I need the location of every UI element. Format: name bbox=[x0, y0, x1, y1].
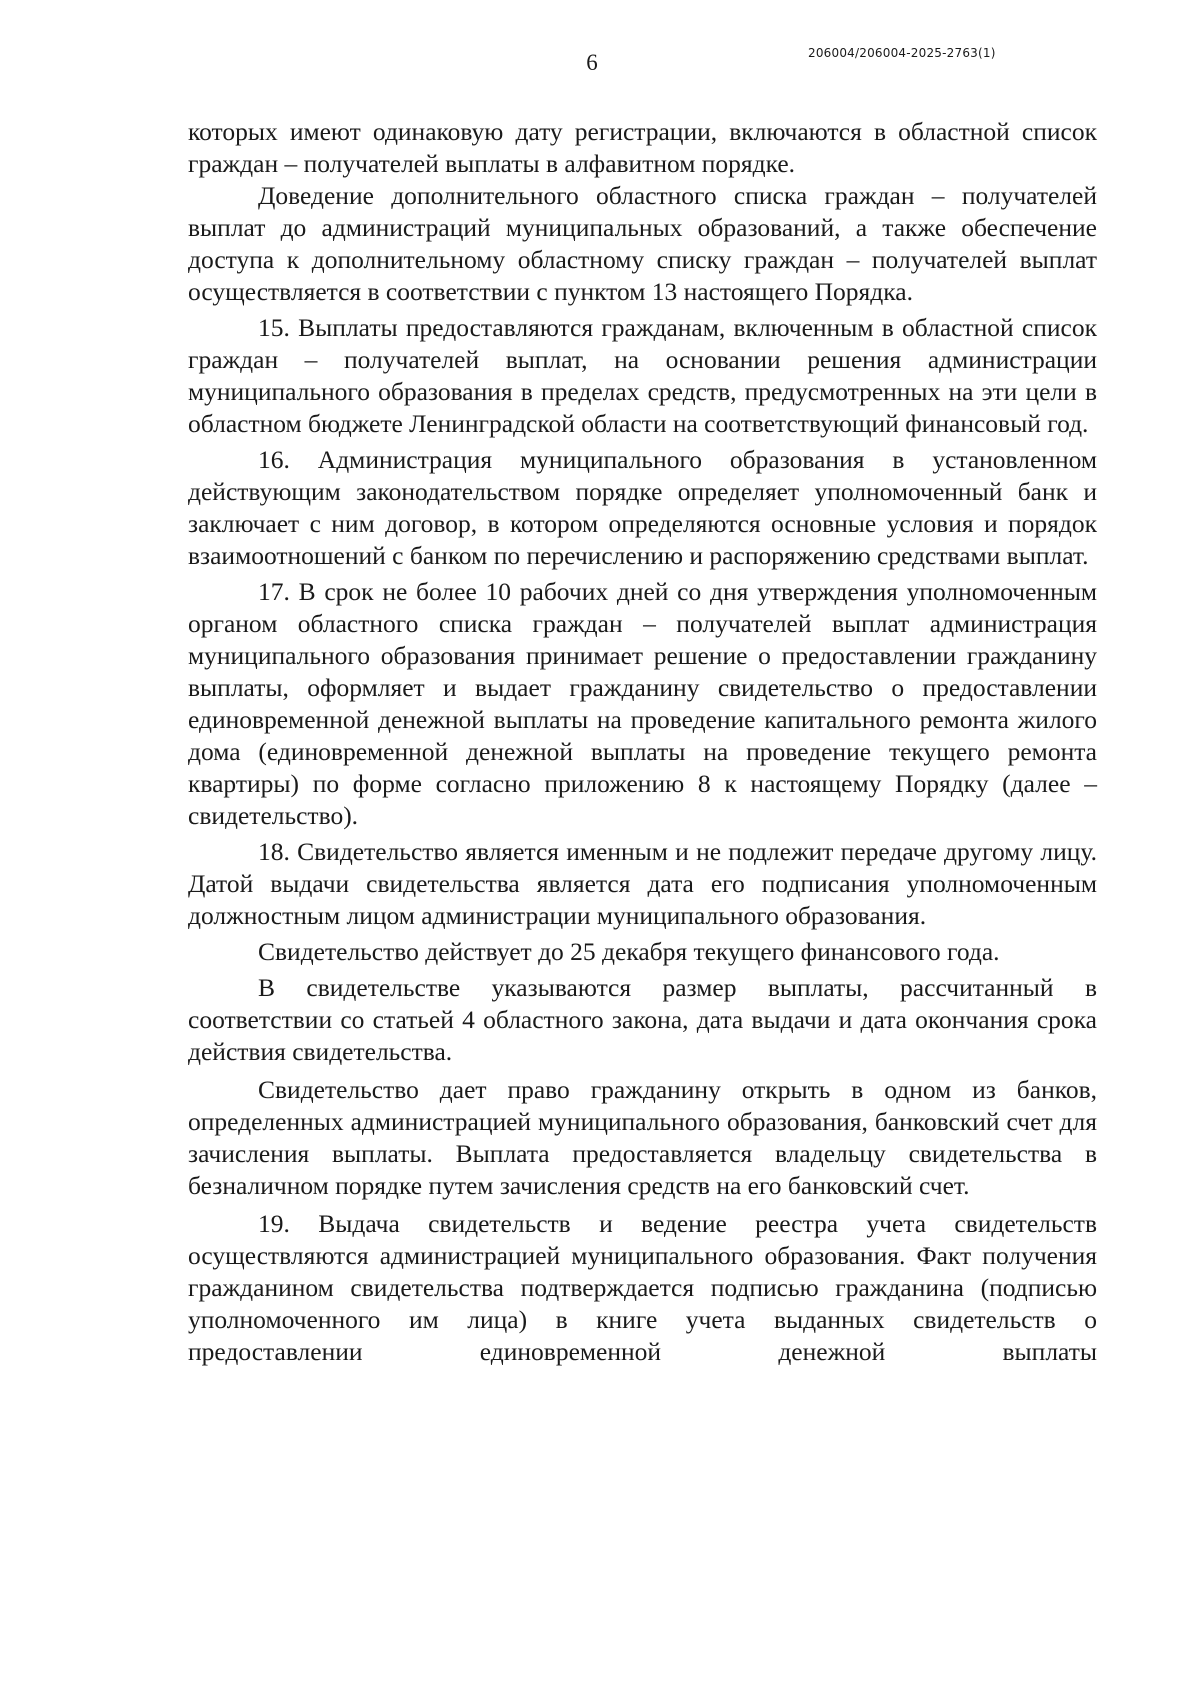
paragraph-item-18: 18. Свидетельство является именным и не подлежит передаче другому лицу. Датой выдачи свидетельства является дата его подписания уполномоченным должностным лицом администрации муниципального образования. bbox=[188, 837, 1097, 930]
paragraph-validity: Свидетельство действует до 25 декабря текущего финансового года. bbox=[258, 937, 1000, 966]
paragraph-additional-list: Доведение дополнительного областного списка граждан – получателей выплат до администраций муниципальных образований, а также обеспечение доступа к дополнительному областному списку граждан – получателей выплат осуществляется в соответствии с пунктом 13 настоящего Порядка. bbox=[188, 181, 1097, 306]
paragraph-item-16: 16. Администрация муниципального образования в установленном действующим законодательством порядке определяет уполномоченный банк и заключает с ним договор, в котором определяются основные условия и порядок взаимоотношений с банком по перечислению и распоряжению средствами выплат. bbox=[188, 445, 1097, 570]
document-body bbox=[188, 116, 1097, 1368]
paragraph-bank-account: Свидетельство дает право гражданину открыть в одном из банков, определенных администрацией муниципального образования, банковский счет для зачисления выплаты. Выплата предоставляется владельцу свидетельства в безналичном порядке путем зачисления средств на его банковский счет. bbox=[188, 1075, 1097, 1200]
paragraph-item-17: 17. В срок не более 10 рабочих дней со дня утверждения уполномоченным органом областного списка граждан – получателей выплат администрация муниципального образования принимает решение о предоставлении гражданину выплаты, оформляет и выдает гражданину свидетельство о предоставлении единовременной денежной выплаты на проведение капитального ремонта жилого дома (единовременной денежной выплаты на проведение текущего ремонта квартиры) по форме согласно приложению 8 к настоящему Порядку (далее – свидетельство). bbox=[188, 577, 1097, 830]
paragraph-certificate-contents: В свидетельстве указываются размер выплаты, рассчитанный в соответствии со статьей 4 областного закона, дата выдачи и дата окончания срока действия свидетельства. bbox=[188, 973, 1097, 1066]
paragraph-item-19: 19. Выдача свидетельств и ведение реестра учета свидетельств осуществляются администрацией муниципального образования. Факт получения гражданином свидетельства подтверждается подписью гражданина (подписью уполномоченного им лица) в книге учета выданных свидетельств о предоставлении единовременной денежной выплаты bbox=[188, 1209, 1097, 1366]
paragraph-item-15: 15. Выплаты предоставляются гражданам, включенным в областной список граждан – получателей выплат, на основании решения администрации муниципального образования в пределах средств, предусмотренных на эти цели в областном бюджете Ленинградской области на соответствующий финансовый год. bbox=[188, 313, 1097, 438]
paragraph-continuation: которых имеют одинаковую дату регистрации, включаются в областной список граждан – получателей выплаты в алфавитном порядке. bbox=[188, 117, 1097, 178]
document-id: 206004/206004-2025-2763(1) bbox=[808, 46, 996, 60]
page-number: 6 bbox=[586, 50, 598, 75]
